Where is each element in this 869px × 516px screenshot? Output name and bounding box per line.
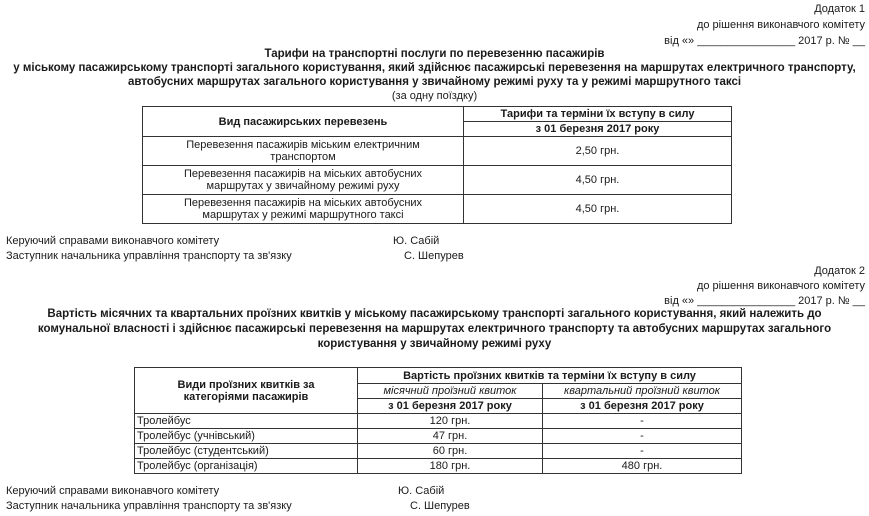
pass-row-monthly: 180 грн. [358, 459, 543, 474]
table-row [135, 414, 742, 429]
tariff-row-value: 4,50 грн. [464, 195, 732, 224]
annex1-subtitle: (за одну поїздку) [391, 90, 478, 102]
pass-header-category: Види проїзних квитків за категоріями пасажирів [135, 368, 358, 414]
annex2-title-line2: комунальної власності і здійснює пасажирські перевезення на маршрутах електричного транспорту та автобусних маршрутах загального [37, 323, 832, 335]
tariff-row-value: 4,50 грн. [464, 166, 732, 195]
table-row [135, 444, 742, 459]
pass-table [134, 367, 742, 474]
annex2-signature-role-1: Керуючий справами виконавчого комітету [6, 485, 220, 497]
annex1-decision-line: до рішення виконавчого комітету [696, 19, 865, 31]
tariff-row-value: 2,50 грн. [464, 137, 732, 166]
table-row [143, 195, 732, 224]
annex2-signature-name-1: Ю. Сабій [398, 485, 445, 497]
annex2-decision-line: до рішення виконавчого комітету [696, 280, 865, 292]
table-row [135, 459, 742, 474]
tariff-row-name: Перевезення пасажирів на міських автобусних маршрутах у режимі маршрутного таксі [143, 195, 464, 224]
tariff-header-tariffs: Тарифи та терміни їх вступу в силу [464, 107, 732, 122]
annex1-title-line3: автобусних маршрутах загального користування у звичайному режимі руху та у режимі маршрутного таксі [127, 76, 742, 88]
annex1-signature-role-2: Заступник начальника управління транспорту та зв'язку [6, 250, 292, 262]
table-row [143, 137, 732, 166]
annex2-signature-role-2: Заступник начальника управління транспорту та зв'язку [6, 500, 292, 512]
annex1-title-line1: Тарифи на транспортні послуги по перевезенню пасажирів [264, 48, 605, 60]
annex2-title-line3: користування у звичайному режимі руху [317, 338, 552, 350]
tariff-header-date: з 01 березня 2017 року [464, 122, 732, 137]
pass-row-quarterly: - [543, 429, 742, 444]
table-row [143, 166, 732, 195]
annex1-signature-name-2: С. Шепурев [404, 250, 464, 262]
pass-header-quarterly: квартальний проїзний квиток [543, 384, 742, 399]
tariff-table [142, 106, 732, 224]
pass-row-monthly: 120 грн. [358, 414, 543, 429]
pass-row-monthly: 60 грн. [358, 444, 543, 459]
annex2-signature-name-2: С. Шепурев [410, 500, 470, 512]
pass-header-span: Вартість проїзних квитків та терміни їх вступу в силу [358, 368, 742, 384]
pass-row-quarterly: - [543, 444, 742, 459]
tariff-row-name: Перевезення пасажирів на міських автобусних маршрутах у звичайному режимі руху [143, 166, 464, 195]
annex2-date-line: від «» ________________ 2017 р. № __ [664, 295, 865, 307]
pass-header-date-monthly: з 01 березня 2017 року [358, 399, 543, 414]
pass-row-quarterly: - [543, 414, 742, 429]
annex1-date-line: від «» ________________ 2017 р. № __ [664, 35, 865, 47]
annex1-title-line2: у міському пасажирському транспорті загального користування, який здійснює пасажирські перевезення на маршрутах електричного транспорту, [13, 62, 856, 74]
pass-header-date-quarterly: з 01 березня 2017 року [543, 399, 742, 414]
table-row [135, 429, 742, 444]
pass-row-name: Тролейбус (учнівський) [135, 429, 358, 444]
annex2-label: Додаток 2 [814, 265, 865, 277]
pass-row-name: Тролейбус (студентський) [135, 444, 358, 459]
tariff-header-type: Вид пасажирських перевезень [143, 107, 464, 137]
pass-row-name: Тролейбус (організація) [135, 459, 358, 474]
annex1-label: Додаток 1 [814, 3, 865, 15]
pass-row-monthly: 47 грн. [358, 429, 543, 444]
pass-header-monthly: місячний проїзний квиток [358, 384, 543, 399]
annex1-signature-name-1: Ю. Сабій [393, 235, 440, 247]
tariff-row-name: Перевезення пасажирів міським електричним транспортом [143, 137, 464, 166]
pass-row-quarterly: 480 грн. [543, 459, 742, 474]
annex2-title-line1: Вартість місячних та квартальних проїзних квитків у міському пасажирському транспорті загального користування, який належить до [47, 308, 822, 320]
annex1-signature-role-1: Керуючий справами виконавчого комітету [6, 235, 220, 247]
pass-row-name: Тролейбус [135, 414, 358, 429]
